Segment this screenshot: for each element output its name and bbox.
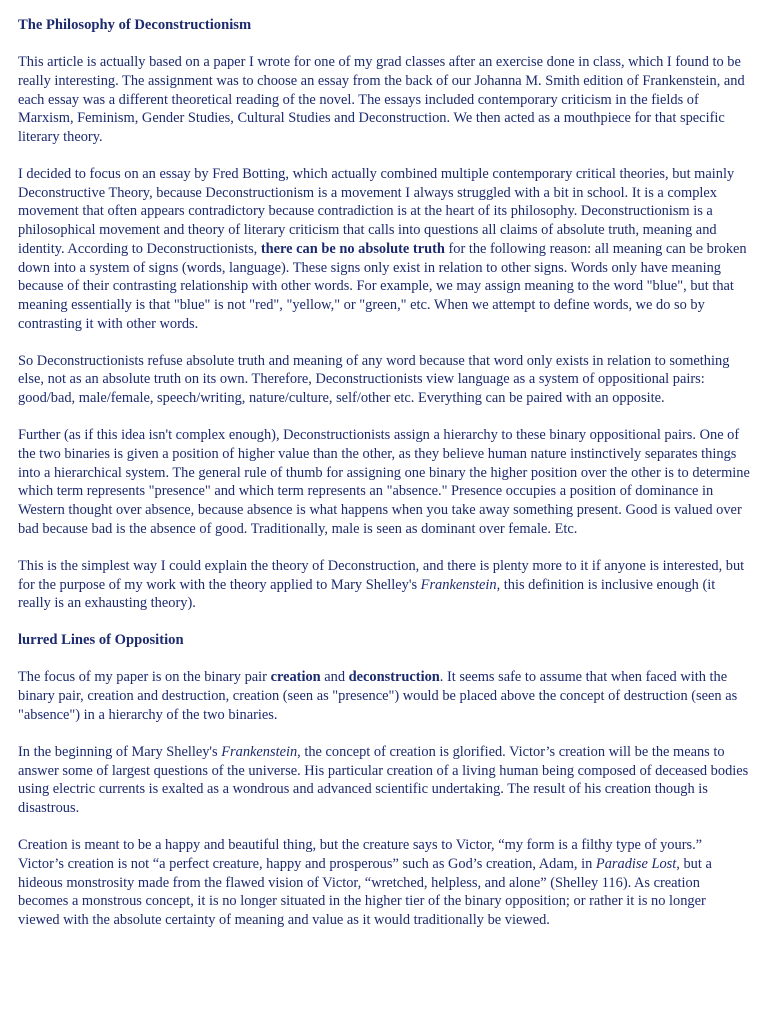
text-run: , but a hideous monstrosity made from the flawed vision of Victor, “wretched, helpless, and alone” (Shelley 116). As creation becomes a monstrous concept, it is no longer situated in the higher tier of the binary opposition; or rather it is no longer viewed with the absolute certainty of meaning and value as it would traditionally be viewed.: [18, 855, 712, 928]
text-run: . It seems safe to assume that when faced with the binary pair, creation and destruction, creation (seen as "presence") would be placed above the concept of destruction (seen as "absence") in a hierarchy of the two binaries.: [18, 669, 738, 723]
text-run: This is the simplest way I could explain the theory of Deconstruction, and there is plenty more to it if anyone is interested, but for the purpose of my work with the theory applied to Mary Shelley's: [18, 557, 745, 593]
paragraph-focus: [18, 668, 750, 724]
paragraph-simplest-way: [18, 557, 750, 613]
text-run: , this definition is inclusive enough (it really is an exhausting theory).: [18, 576, 716, 612]
bold-word-creation: creation: [270, 669, 321, 686]
bold-word-deconstruction: deconstruction: [348, 669, 440, 686]
paragraph-oppositional-pairs: So Deconstructionists refuse absolute truth and meaning of any word because that word only exists in relation to something else, not as an absolute truth on its own. Therefore, Deconstructionists view language as a system of oppositional pairs: good/bad, male/female, speech/writing, nature/culture, self/other etc. Everything can be paired with an opposite.: [18, 352, 730, 407]
text-run: The focus of my paper is on the binary pair: [18, 669, 271, 686]
text-run: for the following reason: all meaning can be broken down into a system of signs (words, language). These signs only exist in relation to other signs. Words only have meaning because of their contrasting relationship with other words. For example, we may assign meaning to the word "blue", but that meaning essentially is that "blue" is not "red", "yellow," or "green," etc. When we attempt to define words, we do so by contrasting it with other words.: [18, 240, 747, 332]
text-run: and: [320, 669, 349, 686]
paragraph-hierarchy: Further (as if this idea isn't complex enough), Deconstructionists assign a hierarchy to these binary oppositional pairs. One of the two binaries is given a position of higher value than the other, as they believe human nature instinctively separates things into a hierarchical system. The general rule of thumb for assigning one binary the higher position over the other is to determine which term represents "presence" and which term represents an "absence." Presence occupies a position of dominance in Western thought over absence, because absence is what happens when you take away something present. Good is valued over bad because bad is the absence of good. Traditionally, male is seen as dominant over female. Etc.: [18, 427, 750, 537]
paragraph-creation-glorified: [18, 743, 750, 818]
section-heading: lurred Lines of Opposition: [18, 632, 184, 649]
text-run: In the beginning of Mary Shelley's: [18, 743, 222, 760]
paragraph-deconstruction-definition: [18, 165, 750, 333]
italic-title-frankenstein: Frankenstein: [420, 576, 497, 593]
italic-title-paradise-lost: Paradise Lost: [595, 855, 677, 872]
bold-phrase-no-absolute-truth: there can be no absolute truth: [260, 240, 445, 257]
article-title: The Philosophy of Deconstructionism: [18, 17, 252, 33]
paragraph-intro: This article is actually based on a paper I wrote for one of my grad classes after an exercise done in class, which I found to be really interesting. The assignment was to choose an essay from the back of our Johanna M. Smith edition of Frankenstein, and each essay was a different theoretical reading of the novel. The essays included contemporary criticism in the fields of Marxism, Feminism, Gender Studies, Cultural Studies and Deconstruction. We then acted as a mouthpiece for that specific literary theory.: [18, 54, 745, 145]
text-run: , the concept of creation is glorified. Victor’s creation will be the means to answer some of largest questions of the universe. His particular creation of a living human being composed of deceased bodies using electric currents is exalted as a wondrous and advanced scientific undertaking. The result of his creation though is disastrous.: [18, 743, 749, 817]
paragraph-monstrous-creation: [18, 836, 750, 930]
text-run: Creation is meant to be a happy and beautiful thing, but the creature says to Victor, “my form is a filthy type of yours.” Victor’s creation is not “a perfect creature, happy and prosperous” such as God’s creation, Adam, in: [18, 837, 703, 872]
italic-title-frankenstein: Frankenstein: [221, 743, 298, 760]
text-run: I decided to focus on an essay by Fred Botting, which actually combined multiple contemporary critical theories, but mainly Deconstructive Theory, because Deconstructionism is a movement I always struggled with a bit in school. It is a complex movement that often appears contradictory because contradiction is at the heart of its philosophy. Deconstructionism is a philosophical movement and theory of literary criticism that calls into questions all claims of absolute truth, meaning and identity. According to Deconstructionists,: [18, 166, 735, 257]
